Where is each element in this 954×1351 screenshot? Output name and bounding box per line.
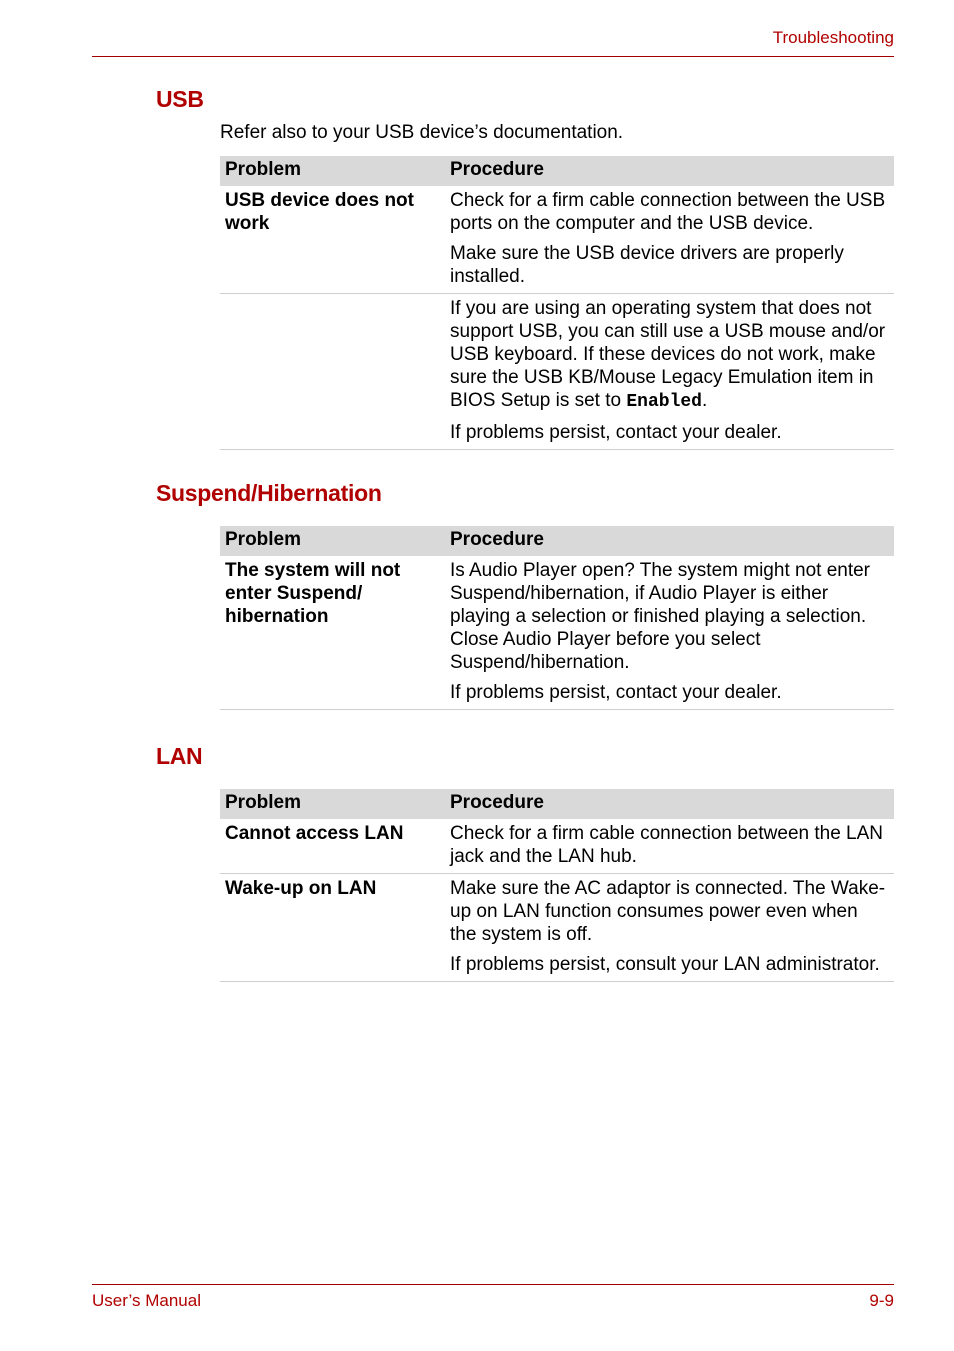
procedure-text — [450, 297, 889, 414]
procedure-cell — [445, 186, 894, 294]
procedure-cell — [445, 874, 894, 982]
procedure-text-part: If you are using an operating system that does not support USB, you can still use a USB mouse and/or USB keyboard. If these devices do not work, make sure the USB KB/Mouse Legacy Emulation item in BIOS Setup is set to — [450, 298, 886, 411]
procedure-text: Make sure the AC adaptor is connected. The Wake-up on LAN function consumes power even when the system is off. — [450, 878, 886, 945]
usb-intro: Refer also to your USB device’s documentation. — [220, 122, 624, 143]
procedure-text: If problems persist, contact your dealer. — [450, 422, 782, 443]
table-header-row — [220, 789, 894, 819]
problem-cell: The system will not enter Suspend/ hibernation — [220, 556, 445, 710]
table-row — [220, 819, 894, 874]
procedure-cell — [445, 819, 894, 874]
usb-table — [220, 156, 894, 450]
procedure-text: If problems persist, contact your dealer. — [450, 682, 782, 703]
bios-value-code: Enabled — [626, 392, 702, 412]
footer-manual-title: User’s Manual — [92, 1291, 201, 1310]
table-row — [220, 294, 894, 450]
procedure-text-part: . — [702, 390, 708, 411]
header-rule — [92, 56, 894, 57]
procedure-text: If problems persist, consult your LAN administrator. — [450, 954, 880, 975]
section-title-usb: USB — [156, 86, 204, 112]
page-number: 9-9 — [869, 1291, 894, 1310]
problem-cell: USB device does not work — [220, 186, 445, 294]
column-header-problem: Problem — [220, 526, 445, 556]
procedure-text: Check for a firm cable connection between the USB ports on the computer and the USB device. — [450, 190, 886, 234]
procedure-text: Check for a firm cable connection between the LAN jack and the LAN hub. — [450, 823, 884, 867]
procedure-cell — [445, 294, 894, 450]
table-header-row — [220, 156, 894, 186]
column-header-problem: Problem — [220, 156, 445, 186]
table-row — [220, 874, 894, 982]
table-row — [220, 556, 894, 710]
running-header: Troubleshooting — [772, 28, 894, 47]
column-header-problem: Problem — [220, 789, 445, 819]
section-title-lan: LAN — [156, 743, 203, 769]
column-header-procedure: Procedure — [445, 526, 894, 556]
procedure-text: Make sure the USB device drivers are properly installed. — [450, 243, 844, 287]
column-header-procedure: Procedure — [445, 156, 894, 186]
column-header-procedure: Procedure — [445, 789, 894, 819]
table-row — [220, 186, 894, 294]
suspend-table — [220, 526, 894, 710]
problem-cell: Wake-up on LAN — [220, 874, 445, 982]
lan-table — [220, 789, 894, 982]
table-header-row — [220, 526, 894, 556]
problem-cell — [220, 294, 445, 450]
footer-rule — [92, 1284, 894, 1285]
procedure-cell — [445, 556, 894, 710]
problem-cell: Cannot access LAN — [220, 819, 445, 874]
procedure-text: Is Audio Player open? The system might not enter Suspend/hibernation, if Audio Player is either playing a selection or finished playing a selection. Close Audio Player before you select Suspend/hibernation. — [450, 560, 870, 673]
section-title-suspend: Suspend/Hibernation — [156, 480, 382, 506]
